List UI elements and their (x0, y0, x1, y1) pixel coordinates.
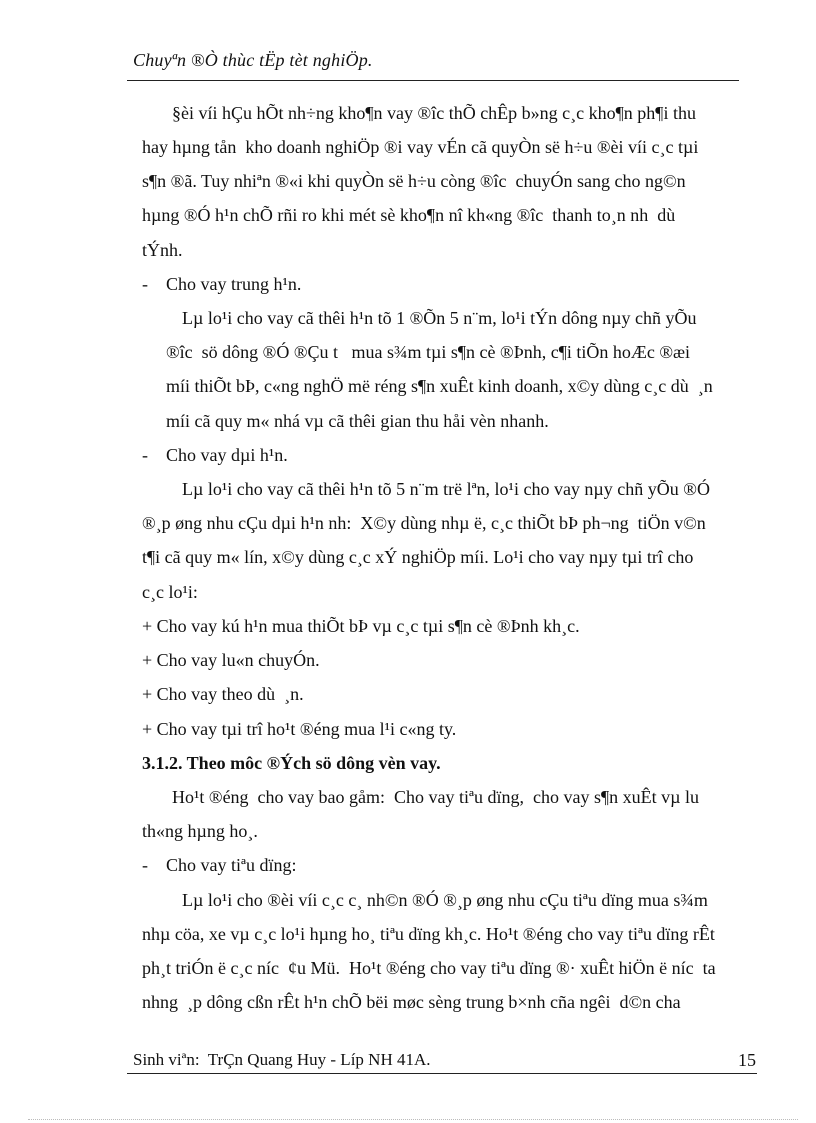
paragraph-line: s¶n ®ã. Tuy nhiªn ®«i khi quyÒn së h÷u còng ®îc chuyÓn sang cho ng©n (142, 171, 686, 191)
page-header-title: Chuyªn ®Ò thùc tËp tèt nghiÖp. (133, 50, 373, 70)
paragraph-line: ph¸t triÓn ë c¸c níc ¢u Mü. Ho¹t ®éng cho vay tiªu dïng ®· xuÊt hiÖn ë níc ta (142, 958, 716, 978)
paragraph-line: nhng ¸p dông cßn rÊt h¹n chÕ bëi møc sèng trung b×nh cña ngêi d©n cha (142, 992, 681, 1012)
paragraph-line: th«ng hµng ho¸. (142, 821, 258, 841)
paragraph-line: c¸c lo¹i: (142, 582, 198, 602)
paragraph-line: ®¸p øng nhu cÇu dµi h¹n nh: X©y dùng nhµ ë, c¸c thiÕt bÞ ph¬ng tiÖn v©n (142, 513, 706, 533)
list-heading: - Cho vay tiªu dïng: (142, 855, 297, 875)
list-item: + Cho vay kú h¹n mua thiÕt bÞ vµ c¸c tµi s¶n cè ®Þnh kh¸c. (142, 616, 580, 636)
page-edge-divider (28, 1119, 798, 1120)
list-heading: - Cho vay trung h¹n. (142, 274, 302, 294)
paragraph-line: Lµ lo¹i cho vay cã thêi h¹n tõ 5 n¨m trë lªn, lo¹i cho vay nµy chñ yÕu ®Ó (182, 479, 710, 499)
paragraph-line: §èi víi hÇu hÕt nh÷ng kho¶n vay ®îc thÕ chÊp b»ng c¸c kho¶n ph¶i thu (172, 103, 696, 123)
paragraph-line: nhµ cöa, xe vµ c¸c lo¹i hµng ho¸ tiªu dïng kh¸c. Ho¹t ®éng cho vay tiªu dïng rÊt (142, 924, 715, 944)
list-item: + Cho vay theo dù ¸n. (142, 684, 304, 704)
paragraph-line: míi thiÕt bÞ, c«ng nghÖ më réng s¶n xuÊt kinh doanh, x©y dùng c¸c dù ¸n (166, 376, 713, 396)
header-divider (127, 80, 739, 81)
paragraph-line: Lµ lo¹i cho vay cã thêi h¹n tõ 1 ®Õn 5 n¨m, lo¹i tÝn dông nµy chñ yÕu (182, 308, 697, 328)
footer-divider (127, 1073, 757, 1074)
page-number: 15 (738, 1050, 756, 1070)
list-item: + Cho vay tµi trî ho¹t ®éng mua l¹i c«ng ty. (142, 719, 457, 739)
paragraph-line: Lµ lo¹i cho ®èi víi c¸c c¸ nh©n ®Ó ®¸p øng nhu cÇu tiªu dïng mua s¾m (182, 890, 708, 910)
section-heading: 3.1.2. Theo môc ®Ých sö dông vèn vay. (142, 753, 441, 773)
paragraph-line: ®îc sö dông ®Ó ®Çu t mua s¾m tµi s¶n cè ®Þnh, c¶i tiÕn hoÆc ®æi (166, 342, 691, 362)
paragraph-line: t¶i cã quy m« lín, x©y dùng c¸c xÝ nghiÖp míi. Lo¹i cho vay nµy tµi trî cho (142, 547, 694, 567)
footer-author: Sinh viªn: TrÇn Quang Huy - Líp NH 41A. (133, 1050, 431, 1069)
paragraph-line: Ho¹t ®éng cho vay bao gåm: Cho vay tiªu dïng, cho vay s¶n xuÊt vµ lu (172, 787, 699, 807)
list-item: + Cho vay lu«n chuyÓn. (142, 650, 320, 670)
paragraph-line: tÝnh. (142, 240, 183, 260)
paragraph-line: hµng ®Ó h¹n chÕ rñi ro khi mét sè kho¶n nî kh«ng ®îc thanh to¸n nh dù (142, 205, 676, 225)
paragraph-line: míi cã quy m« nhá vµ cã thêi gian thu håi vèn nhanh. (166, 411, 549, 431)
paragraph-line: hay hµng tån kho doanh nghiÖp ®i vay vÉn cã quyÒn së h÷u ®èi víi c¸c tµi (142, 137, 699, 157)
list-heading: - Cho vay dµi h¹n. (142, 445, 288, 465)
